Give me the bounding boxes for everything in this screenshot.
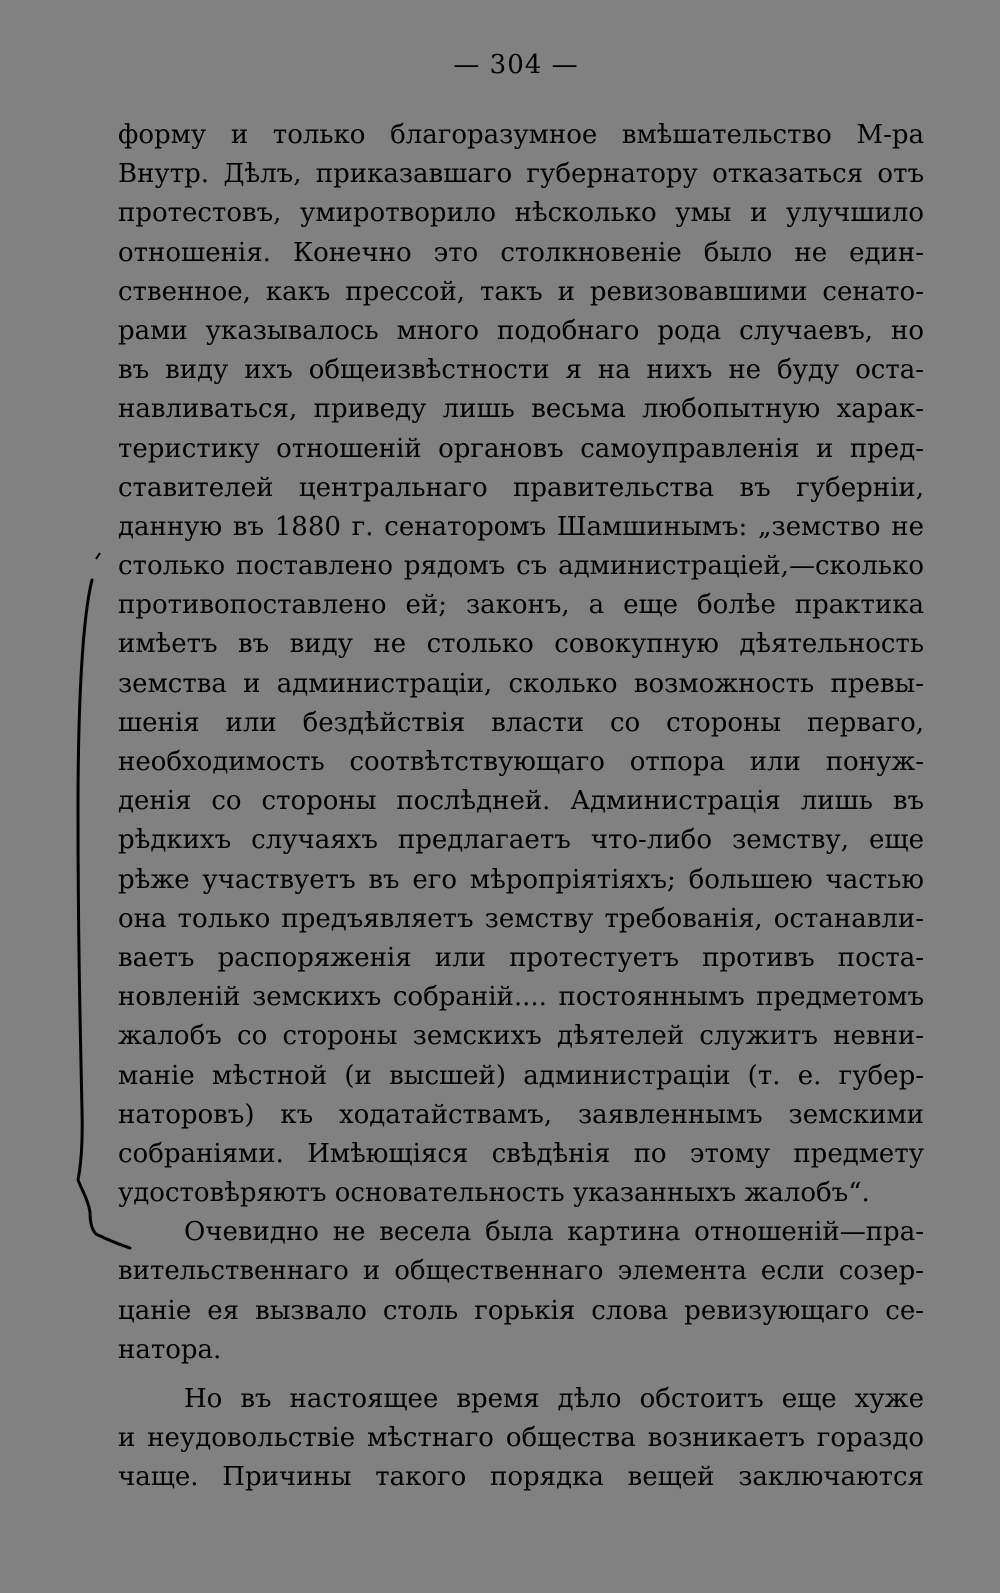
text-line: шенія или бездѣйствія власти со стороны перваго, bbox=[118, 707, 924, 738]
text-line: маніе мѣстной (и высшей) администраціи (т. е. губер- bbox=[118, 1060, 924, 1091]
text-line: Внутр. Дѣлъ, приказавшаго губернатору отказаться отъ bbox=[118, 159, 924, 190]
text-line: столько поставлено рядомъ съ администраціей,—сколько bbox=[118, 551, 924, 582]
text-line: Очевидно не весела была картина отношеній—пра- bbox=[184, 1217, 924, 1248]
text-line: теристику отношеній органовъ самоуправленія и пред- bbox=[118, 433, 924, 464]
text-line: навливаться, приведу лишь весьма любопытную харак- bbox=[118, 394, 924, 425]
text-line: имѣетъ въ виду не столько совокупную дѣятельность bbox=[118, 629, 924, 660]
text-line: собраніями. Имѣющіяся свѣдѣнія по этому предмету bbox=[118, 1138, 924, 1169]
text-line: рѣдкихъ случаяхъ предлагаетъ что-либо земству, еще bbox=[118, 825, 924, 856]
text-line: и неудовольствіе мѣстнаго общества возникаетъ гораздо bbox=[118, 1423, 924, 1454]
text-line: жалобъ со стороны земскихъ дѣятелей служитъ невни- bbox=[118, 1021, 924, 1052]
paragraph-2 bbox=[118, 1213, 924, 1370]
text-line: необходимость соотвѣтствующаго отпора или понуж- bbox=[118, 747, 924, 777]
text-body bbox=[118, 116, 924, 1498]
paragraph-3 bbox=[118, 1380, 924, 1498]
text-line: натора. bbox=[118, 1334, 222, 1365]
paragraph-gap bbox=[118, 1370, 924, 1380]
text-line: земства и администраціи, сколько возможность превы- bbox=[118, 668, 924, 699]
text-line: цаніе ея вызвало столь горькія слова ревизующаго се- bbox=[118, 1295, 924, 1326]
text-line: ваетъ распоряженія или протестуетъ противъ поста- bbox=[118, 942, 924, 973]
paragraph-1 bbox=[118, 116, 924, 1213]
text-line: удостовѣряютъ основательность указанныхъ жалобъ“. bbox=[118, 1178, 870, 1209]
text-line: протестовъ, умиротворило нѣсколько умы и улучшило bbox=[118, 198, 924, 229]
text-line: ственное, какъ прессой, такъ и ревизовавшими сенато- bbox=[118, 276, 924, 307]
text-line: она только предъявляетъ земству требованія, останавли- bbox=[118, 903, 924, 934]
text-line: форму и только благоразумное вмѣшательство М-ра bbox=[118, 120, 924, 150]
text-line: Но въ настоящее время дѣло обстоитъ еще хуже bbox=[184, 1384, 924, 1414]
text-line: данную въ 1880 г. сенаторомъ Шамшинымъ: „земство не bbox=[118, 511, 924, 542]
text-line: новленій земскихъ собраній.... постояннымъ предметомъ bbox=[118, 982, 924, 1013]
text-line: чаще. Причины такого порядка вещей заключаются bbox=[118, 1462, 924, 1493]
text-line: наторовъ) къ ходатайствамъ, заявленнымъ земскими bbox=[118, 1099, 924, 1130]
text-line: вительственнаго и общественнаго элемента если созер- bbox=[118, 1256, 924, 1287]
text-line: рами указывалось много подобнаго рода случаевъ, но bbox=[118, 315, 924, 346]
text-line: рѣже участвуетъ въ его мѣропріятіяхъ; большею частью bbox=[118, 864, 924, 895]
text-line: въ виду ихъ общеизвѣстности я на нихъ не буду оста- bbox=[118, 355, 924, 386]
text-line: ставителей центральнаго правительства въ губерніи, bbox=[118, 472, 924, 503]
page-number: — 304 — bbox=[453, 50, 579, 80]
text-line: противопоставлено ей; законъ, а еще болѣе практика bbox=[118, 590, 924, 621]
text-line: денія со стороны послѣдней. Администрація лишь въ bbox=[118, 786, 924, 817]
text-line: отношенія. Конечно это столкновеніе было не един- bbox=[118, 237, 924, 268]
